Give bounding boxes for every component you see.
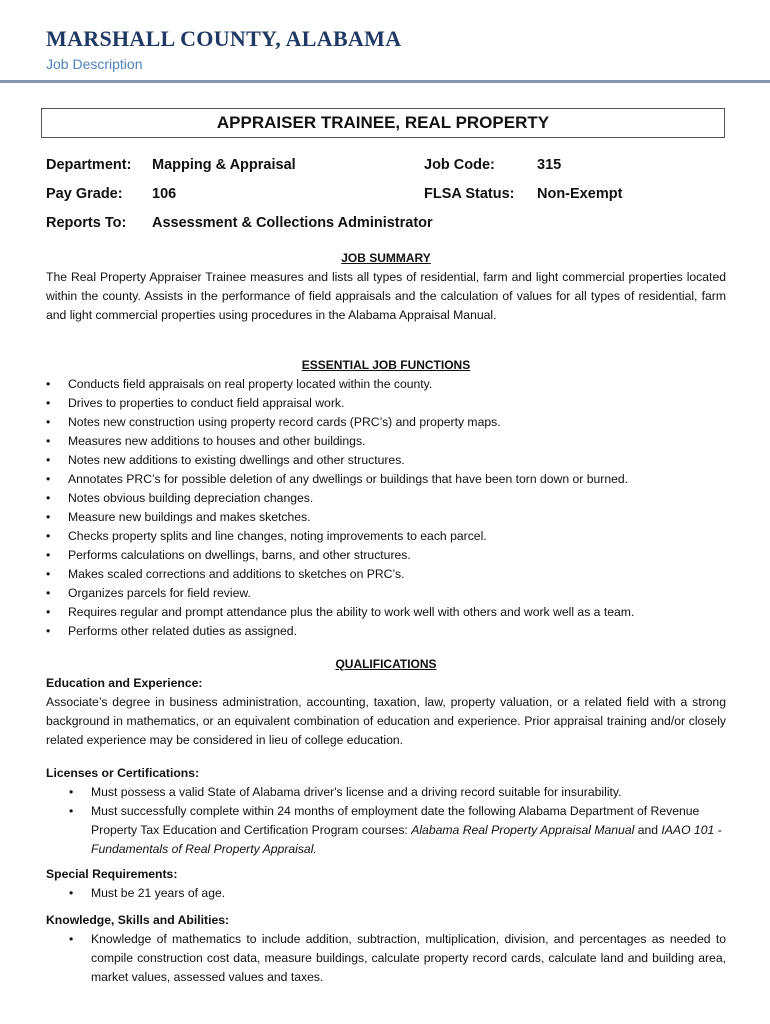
reports-to-label: Reports To: — [46, 215, 127, 231]
job-title: APPRAISER TRAINEE, REAL PROPERTY — [41, 108, 725, 138]
list-item: • Measure new buildings and makes sketches. — [46, 508, 726, 527]
qualifications-heading: QUALIFICATIONS — [335, 657, 437, 671]
flsa-label: FLSA Status: — [424, 186, 515, 202]
job-summary-heading: JOB SUMMARY — [341, 251, 431, 265]
job-code-label: Job Code: — [424, 157, 495, 173]
course-name: Alabama Real Property Appraisal Manual — [411, 823, 635, 837]
list-item: • Performs other related duties as assigned. — [46, 622, 726, 641]
education-heading: Education and Experience: — [46, 676, 203, 690]
license-2-and: and — [634, 823, 662, 837]
essential-functions-section — [46, 356, 726, 641]
department-label: Department: — [46, 157, 132, 173]
department-value: Mapping & Appraisal — [152, 157, 296, 173]
reports-to-value: Assessment & Collections Administrator — [152, 215, 433, 231]
list-item: • Requires regular and prompt attendance plus the ability to work well with others and work well as a team. — [46, 603, 726, 622]
list-item: • Makes scaled corrections and additions to sketches on PRC’s. — [46, 565, 726, 584]
document-header — [46, 28, 770, 72]
licenses-heading: Licenses or Certifications: — [46, 766, 200, 780]
job-code-value: 315 — [537, 157, 562, 173]
licenses-list — [46, 783, 726, 859]
job-summary-text: The Real Property Appraiser Trainee measures and lists all types of residential, farm and light commercial properties located within the county. Assists in the performance of field appraisals and the calculation of values for all types of residential, farm and light commercial properties using procedures in the Alabama Appraisal Manual. — [46, 270, 726, 322]
license-2-text: Must successfully complete within 24 months of employment date the following Alabama Department of Revenue Property Tax Education and Certification Program courses: — [91, 804, 700, 837]
qualifications-section — [46, 655, 726, 987]
ksa-list — [46, 930, 726, 987]
list-item: • Measures new additions to houses and other buildings. — [46, 432, 726, 451]
special-requirements-list — [46, 884, 726, 903]
header-divider — [0, 80, 770, 83]
list-item: • Must be 21 years of age. — [46, 884, 726, 903]
special-requirements-heading: Special Requirements: — [46, 867, 178, 881]
course-name: IAAO 101 - Fundamentals of Real Property Appraisal. — [91, 823, 722, 856]
list-item: • Notes new construction using property record cards (PRC’s) and property maps. — [46, 413, 726, 432]
list-item: • Performs calculations on dwellings, barns, and other structures. — [46, 546, 726, 565]
essential-functions-list — [46, 375, 726, 641]
flsa-value: Non-Exempt — [537, 186, 623, 202]
job-summary-section — [46, 249, 726, 325]
list-item: • Conducts field appraisals on real property located within the county. — [46, 375, 726, 394]
list-item: • Must possess a valid State of Alabama driver's license and a driving record suitable for insurability. — [46, 783, 726, 802]
list-item — [46, 802, 726, 859]
education-text: Associate’s degree in business administration, accounting, taxation, law, property valuation, or a related field with a strong background in mathematics, or an equivalent combination of education and experience. Prior appraisal training and/or closely related experience may be considered in lieu of college education. — [46, 695, 726, 747]
list-item: • Notes new additions to existing dwellings and other structures. — [46, 451, 726, 470]
pay-grade-value: 106 — [152, 186, 177, 202]
ksa-heading: Knowledge, Skills and Abilities: — [46, 913, 230, 927]
pay-grade-label: Pay Grade: — [46, 186, 123, 202]
essential-functions-heading: ESSENTIAL JOB FUNCTIONS — [301, 358, 471, 372]
list-item: • Organizes parcels for field review. — [46, 584, 726, 603]
list-item: • Checks property splits and line changes, noting improvements to each parcel. — [46, 527, 726, 546]
county-title: MARSHALL COUNTY, ALABAMA — [46, 26, 402, 51]
document-subtitle: Job Description — [46, 56, 143, 72]
list-item: • Drives to properties to conduct field appraisal work. — [46, 394, 726, 413]
list-item: • Notes obvious building depreciation changes. — [46, 489, 726, 508]
list-item: • Annotates PRC’s for possible deletion of any dwellings or buildings that have been torn down or burned. — [46, 470, 726, 489]
list-item: • Knowledge of mathematics to include addition, subtraction, multiplication, division, and percentages as needed to compile construction cost data, measure buildings, calculate property record cards, calculate land and building area, market values, assessed values and taxes. — [46, 930, 726, 987]
